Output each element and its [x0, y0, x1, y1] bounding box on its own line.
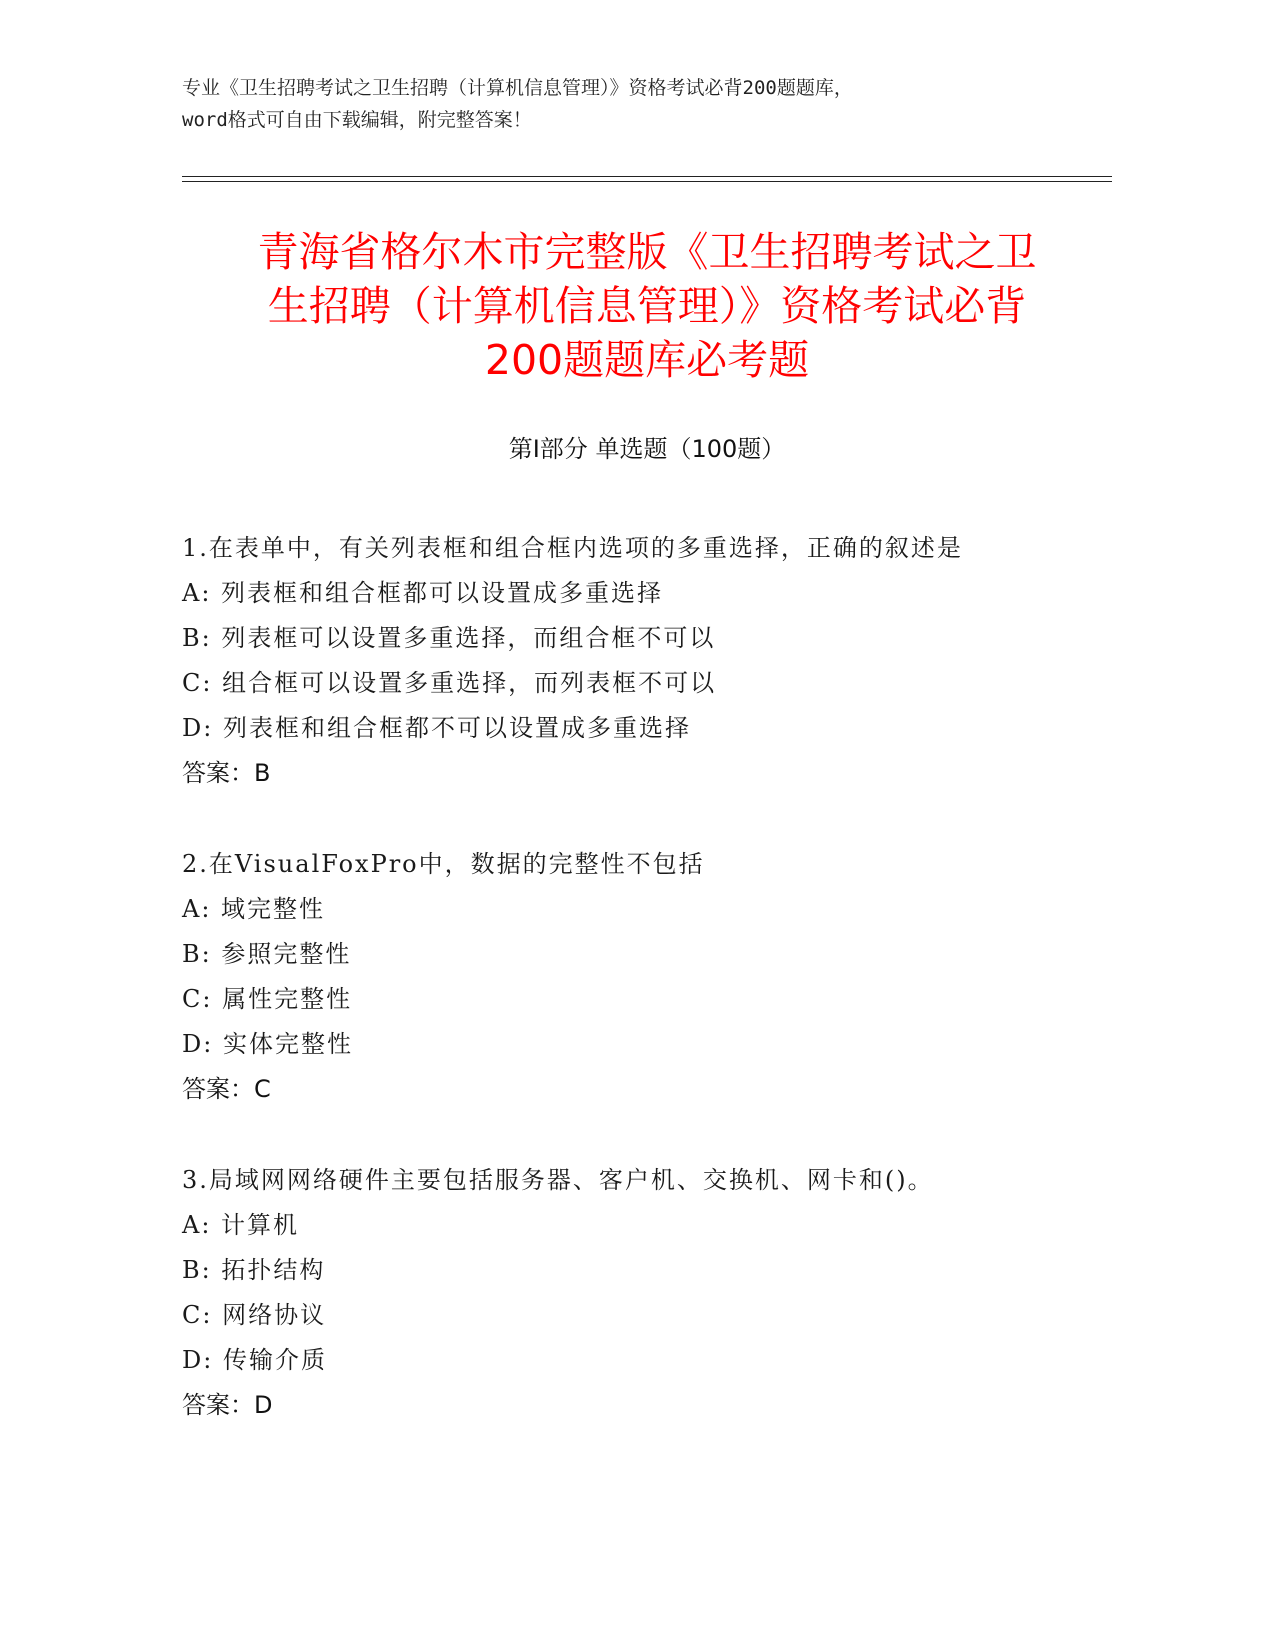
option-d: D: 实体完整性 — [182, 1030, 353, 1058]
document-title-line-2: 生招聘（计算机信息管理）》资格考试必背 — [267, 282, 1027, 330]
question-stem: 3.局域网网络硬件主要包括服务器、客户机、交换机、网卡和()。 — [182, 1166, 934, 1194]
document-title-line-1: 青海省格尔木市完整版《卫生招聘考试之卫 — [257, 228, 1037, 276]
section-heading: 第Ⅰ部分 单选题（100题） — [508, 435, 786, 463]
option-a: A: 计算机 — [182, 1211, 300, 1239]
header-note — [182, 72, 1102, 136]
option-a: A: 列表框和组合框都可以设置成多重选择 — [182, 579, 664, 607]
option-c: C: 网络协议 — [182, 1301, 327, 1329]
document-title — [182, 225, 1112, 387]
header-note-line-1: 专业《卫生招聘考试之卫生招聘（计算机信息管理）》资格考试必背200题题库， — [182, 77, 853, 99]
option-b: B: 列表框可以设置多重选择，而组合框不可以 — [182, 624, 716, 652]
answer: 答案：D — [182, 1391, 273, 1419]
question-2 — [182, 842, 1112, 1112]
document-title-line-3: 200题题库必考题 — [484, 336, 810, 384]
option-d: D: 传输介质 — [182, 1346, 327, 1374]
option-b: B: 参照完整性 — [182, 940, 352, 968]
question-list — [182, 526, 1112, 1474]
header-divider-bottom — [182, 181, 1112, 182]
header-divider-top — [182, 176, 1112, 177]
option-a: A: 域完整性 — [182, 895, 326, 923]
option-b: B: 拓扑结构 — [182, 1256, 326, 1284]
header-note-line-2: word格式可自由下载编辑，附完整答案！ — [182, 109, 532, 131]
option-c: C: 组合框可以设置多重选择，而列表框不可以 — [182, 669, 717, 697]
question-stem: 1.在表单中，有关列表框和组合框内选项的多重选择，正确的叙述是 — [182, 534, 963, 562]
option-d: D: 列表框和组合框都不可以设置成多重选择 — [182, 714, 691, 742]
question-stem: 2.在VisualFoxPro中，数据的完整性不包括 — [182, 850, 705, 878]
question-3 — [182, 1158, 1112, 1428]
question-1 — [182, 526, 1112, 796]
option-c: C: 属性完整性 — [182, 985, 353, 1013]
answer: 答案：C — [182, 1075, 271, 1103]
answer: 答案：B — [182, 759, 271, 787]
